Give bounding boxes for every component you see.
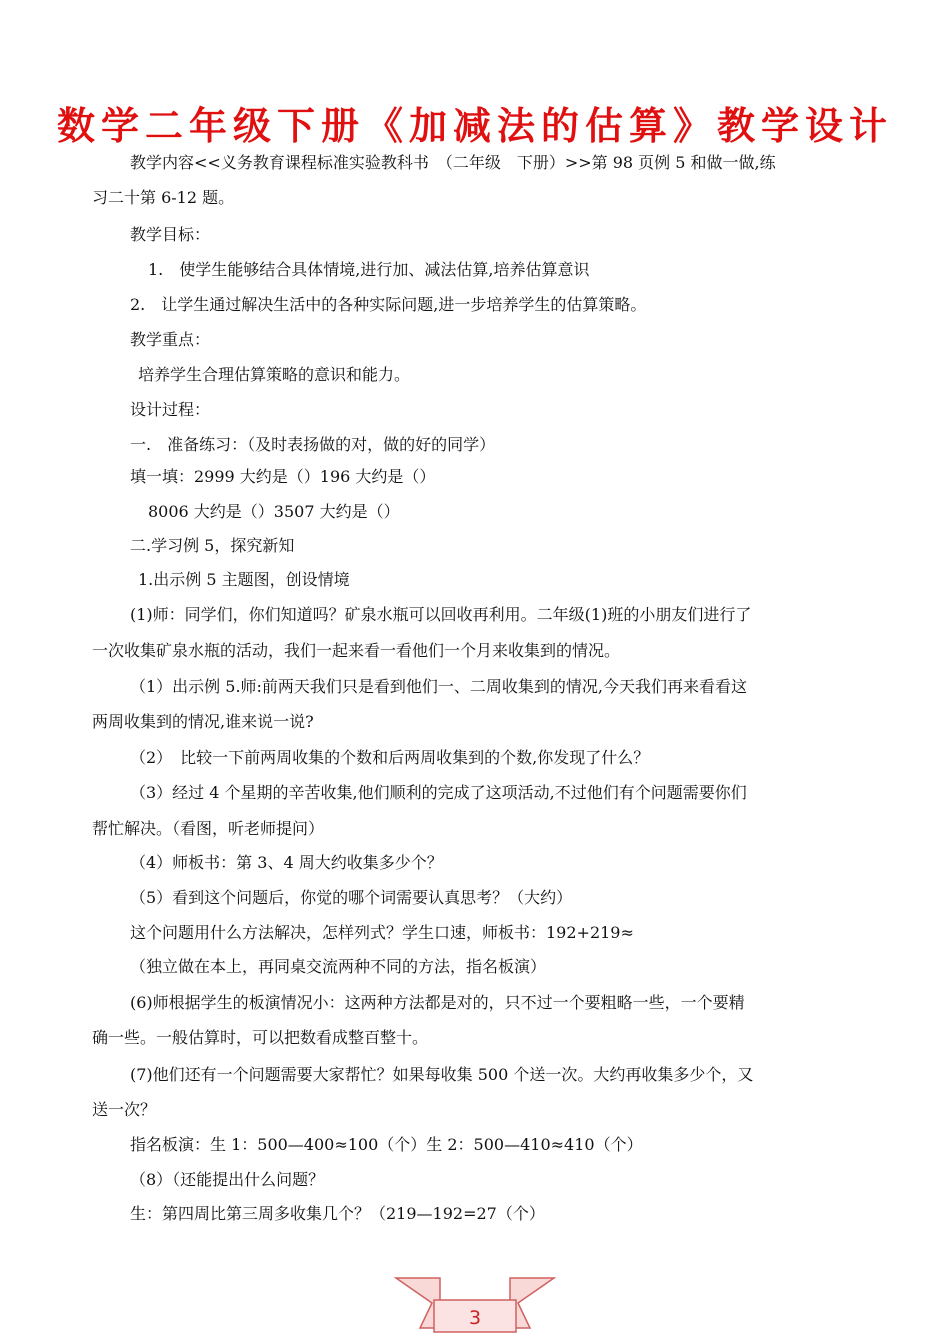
content-line: 1.出示例 5 主题图，创设情境: [138, 570, 350, 589]
content-line: 送一次？: [92, 1100, 157, 1119]
content-line: 教学重点：: [130, 330, 211, 349]
content-line: 培养学生合理估算策略的意识和能力。: [138, 365, 411, 384]
content-line: (7)他们还有一个问题需要大家帮忙？如果每收集 500 个送一次。大约再收集多少个，又: [130, 1065, 754, 1084]
content-line: 生：第四周比第三周多收集几个？（219—192=27（个）: [130, 1204, 545, 1223]
content-line: 填一填：2999 大约是（）196 大约是（）: [130, 467, 436, 486]
content-line: （1）出示例 5.师:前两天我们只是看到他们一、二周收集到的情况,今天我们再来看看这: [130, 677, 748, 696]
page-number-badge: [392, 1274, 558, 1336]
content-line: （2） 比较一下前两周收集的个数和后两周收集到的个数,你发现了什么？: [130, 748, 650, 767]
content-line: 习二十第 6-12 题。: [92, 188, 235, 207]
content-line: 确一些。一般估算时，可以把数看成整百整十。: [92, 1028, 429, 1047]
content-line: （独立做在本上，再同桌交流两种不同的方法，指名板演）: [130, 957, 547, 976]
content-line: 教学目标：: [130, 225, 211, 244]
content-line: 两周收集到的情况,谁来说一说?: [92, 712, 314, 731]
content-line: （3）经过 4 个星期的辛苦收集,他们顺利的完成了这项活动,不过他们有个问题需要你们: [130, 783, 747, 802]
content-line: （5）看到这个问题后，你觉的哪个词需要认真思考？（大约）: [130, 888, 573, 907]
content-line: 1. 使学生能够结合具体情境,进行加、减法估算,培养估算意识: [148, 260, 590, 279]
content-line: (6)师根据学生的板演情况小：这两种方法都是对的，只不过一个要粗略一些，一个要精: [130, 993, 745, 1012]
content-line: 设计过程：: [130, 400, 211, 419]
content-line: 2. 让学生通过解决生活中的各种实际问题,进一步培养学生的估算策略。: [130, 295, 647, 314]
content-line: 帮忙解决。（看图，听老师提问）: [92, 819, 325, 838]
content-line: 二.学习例 5，探究新知: [130, 536, 295, 555]
document-title: 数学二年级下册《加减法的估算》教学设计: [56, 104, 893, 148]
content-line: 指名板演：生 1：500—400≈100（个）生 2：500—410≈410（个）: [130, 1135, 643, 1154]
content-line: 一次收集矿泉水瓶的活动，我们一起来看一看他们一个月来收集到的情况。: [92, 641, 621, 660]
content-line: (1)师：同学们，你们知道吗？矿泉水瓶可以回收再利用。二年级(1)班的小朋友们进行了: [130, 605, 752, 624]
content-line: 教学内容<<义务教育课程标准实验教科书 （二年级 下册）>>第 98 页例 5 和做一做,练: [130, 153, 776, 172]
content-line: 这个问题用什么方法解决，怎样列式？学生口速，师板书：192+219≈: [130, 923, 634, 942]
content-line: （8）（还能提出什么问题？: [130, 1170, 325, 1189]
content-line: 一. 准备练习：（及时表扬做的对，做的好的同学）: [130, 435, 496, 454]
content-line: （4）师板书：第 3、4 周大约收集多少个？: [130, 853, 443, 872]
page-number: 3: [468, 1307, 482, 1329]
content-line: 8006 大约是（）3507 大约是（）: [148, 502, 400, 521]
ribbon-icon: [392, 1274, 558, 1336]
